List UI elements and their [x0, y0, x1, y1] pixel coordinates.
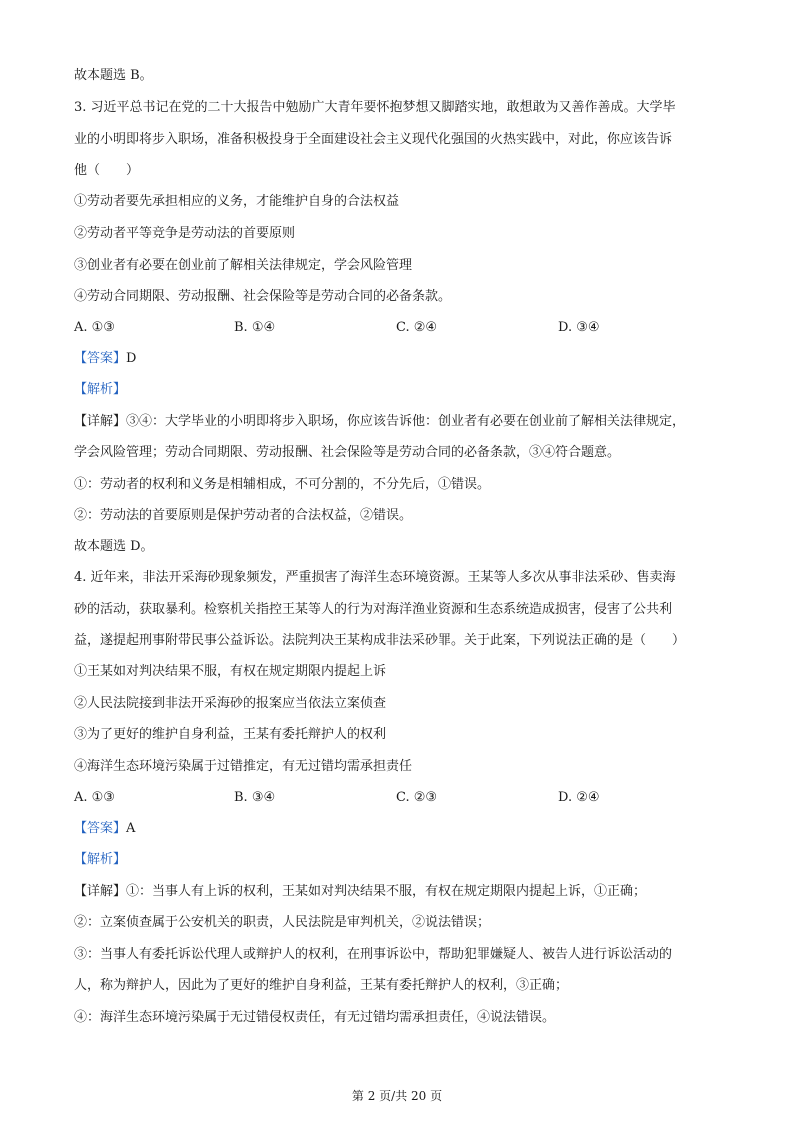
q4-analysis-label: 【解析】 [74, 852, 127, 867]
q4-answer-tag: 【答案】 [74, 821, 127, 836]
q3-statement-4: ④劳动合同期限、劳动报酬、社会保险等是劳动合同的必备条款。 [74, 289, 452, 304]
q3-analysis-label: 【解析】 [74, 382, 127, 397]
q2-conclusion: 故本题选 B。 [74, 68, 153, 83]
q4-stem-line-3: 益，遂提起刑事附带民事公益诉讼。法院判决王某构成非法采砂罪。关于此案，下列说法正确的是（ ） [74, 633, 686, 648]
q4-option-d: D. ②④ [558, 790, 600, 805]
q3-stem-line-1: 3. 习近平总书记在党的二十大报告中勉励广大青年要怀抱梦想又脚踏实地，敢想敢为又善作善成。大学毕 [74, 100, 676, 115]
q4-answer-value: A [126, 821, 136, 836]
q4-statement-3: ③为了更好的维护自身利益，王某有委托辩护人的权利 [74, 727, 387, 742]
q4-statement-4: ④海洋生态环境污染属于过错推定，有无过错均需承担责任 [74, 759, 413, 774]
q3-detail-tag: 【详解】 [74, 414, 127, 429]
q4-statement-1: ①王某如对判决结果不服，有权在规定期限内提起上诉 [74, 664, 387, 679]
q4-stem-line-2: 砂的活动，获取暴利。检察机关指控王某等人的行为对海洋渔业资源和生态系统造成损害，侵害了公共利 [74, 602, 673, 617]
q3-option-c: C. ②④ [396, 320, 438, 335]
q4-option-a: A. ①③ [74, 790, 115, 805]
q4-statement-2: ②人民法院接到非法开采海砂的报案应当依法立案侦查 [74, 696, 387, 711]
q4-detail-line-4: 人，称为辩护人，因此为了更好的维护自身利益，王某有委托辩护人的权利，③正确； [74, 978, 569, 993]
q4-option-c: C. ②③ [396, 790, 438, 805]
q3-statement-2: ②劳动者平等竞争是劳动法的首要原则 [74, 226, 296, 241]
q3-option-a: A. ①③ [74, 320, 115, 335]
q3-answer-tag: 【答案】 [74, 351, 127, 366]
q4-detail-line-3: ③：当事人有委托诉讼代理人或辩护人的权利，在刑事诉讼中，帮助犯罪嫌疑人、被告人进行诉讼活动的 [74, 947, 673, 962]
q3-statement-1: ①劳动者要先承担相应的义务，才能维护自身的合法权益 [74, 194, 400, 209]
q3-option-d: D. ③④ [558, 320, 600, 335]
q4-detail-line-1 [74, 882, 734, 902]
q3-answer-value: D [126, 351, 137, 366]
q3-detail-line-1 [74, 412, 734, 432]
q3-stem-line-3: 他（ ） [74, 163, 140, 178]
q3-detail-line-4: ②：劳动法的首要原则是保护劳动者的合法权益，②错误。 [74, 508, 413, 523]
page-footer: 第 2 页/共 20 页 [351, 1089, 443, 1103]
q3-conclusion: 故本题选 D。 [74, 539, 154, 554]
q4-analysis-tag [74, 850, 734, 870]
q3-detail-text-1: ③④：大学毕业的小明即将步入职场，你应该告诉他：创业者有必要在创业前了解相关法律规定， [126, 414, 686, 429]
q4-stem-line-1: 4. 近年来，非法开采海砂现象频发，严重损害了海洋生态环境资源。王某等人多次从事非法采砂、售卖海 [74, 570, 676, 585]
q4-detail-tag: 【详解】 [74, 884, 127, 899]
q3-stem-line-2: 业的小明即将步入职场，准备积极投身于全面建设社会主义现代化强国的火热实践中，对此，你应该告诉 [74, 132, 673, 147]
q3-option-b: B. ①④ [234, 320, 276, 335]
q3-statement-3: ③创业者有必要在创业前了解相关法律规定，学会风险管理 [74, 258, 413, 273]
q4-answer-line [74, 819, 734, 839]
q3-answer-line [74, 349, 734, 369]
q4-detail-line-5: ④：海洋生态环境污染属于无过错侵权责任，有无过错均需承担责任，④说法错误。 [74, 1010, 556, 1025]
q4-detail-line-2: ②：立案侦查属于公安机关的职责，人民法院是审判机关，②说法错误； [74, 915, 491, 930]
q4-option-b: B. ③④ [234, 790, 276, 805]
q3-detail-line-3: ①：劳动者的权利和义务是相辅相成，不可分割的，不分先后，①错误。 [74, 477, 491, 492]
q4-detail-text-1: ①：当事人有上诉的权利，王某如对判决结果不服，有权在规定期限内提起上诉，①正确； [126, 884, 647, 899]
q3-detail-line-2: 学会风险管理；劳动合同期限、劳动报酬、社会保险等是劳动合同的必备条款，③④符合题意。 [74, 445, 621, 460]
q3-analysis-tag [74, 380, 734, 400]
